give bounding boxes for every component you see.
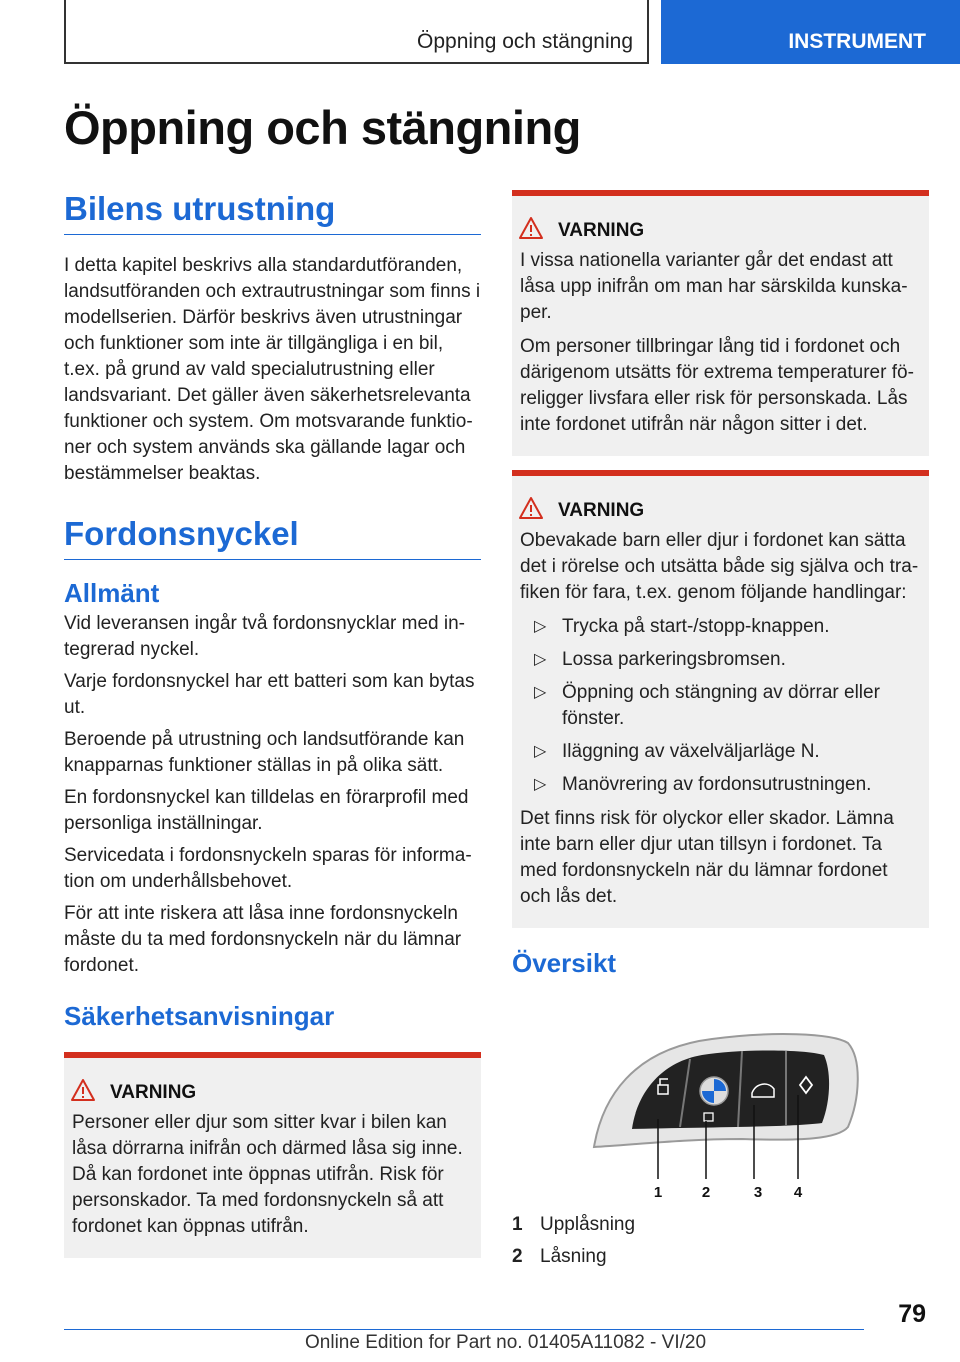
header-chapter-label: INSTRUMENT (788, 30, 926, 53)
list-item: ▷ Trycka på start-/stopp-knappen. (520, 614, 921, 640)
warning-box-left (64, 1052, 481, 1258)
callout-number-2: 2 (701, 1184, 711, 1199)
header-section-box (64, 0, 649, 64)
warning-title: VARNING (110, 1082, 473, 1104)
callout-number-4: 4 (793, 1184, 803, 1199)
footer-divider (64, 1329, 864, 1330)
left-column (64, 190, 481, 1258)
legend-row (512, 1241, 929, 1273)
warning-2-bullet-list (520, 614, 921, 798)
warning-title: VARNING (558, 220, 921, 242)
paragraph-allmant-4: En fordonsnyckel kan tilldelas en förarprofil med personliga inställningar. (64, 787, 469, 834)
header-chapter-tab[interactable] (661, 0, 960, 64)
warning-box-right-1 (512, 190, 929, 456)
legend-row (512, 1209, 929, 1241)
callout-number-3: 3 (753, 1184, 763, 1199)
triangle-bullet-icon: ▷ (534, 743, 547, 760)
heading-sakerhetsanvisningar: Säkerhetsanvisningar (64, 1001, 335, 1031)
warning-2-paragraph-1: Obevakade barn eller djur i fordonet kan sätta det i rörelse och utsätta både sig själva och trafiken för fara, t.ex. genom följande handlingar: (520, 530, 919, 603)
triangle-bullet-icon: ▷ (534, 618, 547, 635)
warning-triangle-icon (518, 496, 544, 520)
list-item: ▷ Iläggning av växelväljarläge N. (520, 739, 921, 765)
heading-bilens-utrustning: Bilens utrustning (64, 190, 481, 235)
callout-number-1: 1 (653, 1184, 663, 1199)
triangle-bullet-icon: ▷ (534, 684, 547, 701)
paragraph-bilens: I detta kapitel beskrivs alla standardutföranden, landsutföranden och extrautrustningar som finns i modellserien. Därför beskrivs även utrustningar och funktioner som inte är tillgängliga i en bil, t.ex. på grund av vald specialutrustning eller landsvariant. Det gäller även säkerhetsrelevanta funktioner och system. Om motsvarande funktioner och system används ska gällande lagar och bestämmelser beaktas. (64, 255, 481, 484)
page-number: 79 (898, 1300, 926, 1328)
warning-1-paragraph-2: Om personer tillbringar lång tid i fordonet och därigenom utsätts för extrema temperaturer föreligger livsfara eller risk för personskada. Lås inte fordonet utifrån när någon sitter i det. (520, 336, 914, 435)
legend-label: Upplåsning (540, 1214, 636, 1235)
legend-number: 1 (512, 1214, 523, 1235)
footer-edition: Online Edition for Part no. 01405A11082 - VI/20 (305, 1332, 707, 1353)
warning-box-right-2 (512, 470, 929, 928)
heading-allmant: Allmänt (64, 578, 160, 608)
vehicle-key-illustration (572, 1019, 862, 1199)
key-legend (512, 1209, 929, 1273)
legend-number: 2 (512, 1246, 523, 1267)
paragraph-allmant-6: För att inte riskera att låsa inne fordonsnyckeln måste du ta med fordonsnyckeln när du lämnar fordonet. (64, 903, 462, 976)
paragraph-allmant-1: Vid leveransen ingår två fordonsnycklar med integrerad nyckel. (64, 613, 465, 660)
heading-oversikt: Översikt (512, 948, 617, 978)
warning-title: VARNING (558, 500, 921, 522)
triangle-bullet-icon: ▷ (534, 776, 547, 793)
list-item: ▷ Manövrering av fordonsutrustningen. (520, 772, 921, 798)
list-item: ▷ Öppning och stängning av dörrar eller fönster. (534, 682, 880, 729)
list-item: ▷ Lossa parkeringsbromsen. (520, 647, 921, 673)
right-column (512, 190, 929, 1273)
legend-label: Låsning (540, 1246, 607, 1267)
paragraph-allmant-5: Servicedata i fordonsnyckeln sparas för information om underhållsbehovet. (64, 845, 472, 892)
heading-fordonsnyckel: Fordonsnyckel (64, 515, 481, 560)
warning-2-paragraph-2: Det finns risk för olyckor eller skador. Lämna inte barn eller djur utan tillsyn i fordonet. Ta med fordonsnyckeln när du lämnar fordonet och lås det. (520, 808, 894, 907)
triangle-bullet-icon: ▷ (534, 651, 547, 668)
warning-1-paragraph-1: I vissa nationella varianter går det endast att låsa upp inifrån om man har särskilda kunskaper. (520, 250, 908, 323)
warning-text: Personer eller djur som sitter kvar i bilen kan låsa dörrarna inifrån och därmed låsa sig inne. Då kan fordonet inte öppnas utifrån. Risk för personskador. Ta med fordonsnyckeln så att fordonet kan öppnas utifrån. (72, 1112, 463, 1237)
paragraph-allmant-2: Varje fordonsnyckel har ett batteri som kan bytas ut. (64, 671, 475, 718)
warning-triangle-icon (70, 1078, 96, 1102)
paragraph-allmant-3: Beroende på utrustning och landsutförande kan knapparnas funktioner ställas in på olika sätt. (64, 729, 465, 776)
header-section-title: Öppning och stängning (417, 30, 633, 53)
warning-triangle-icon (518, 216, 544, 240)
page-title: Öppning och stängning (64, 101, 581, 154)
